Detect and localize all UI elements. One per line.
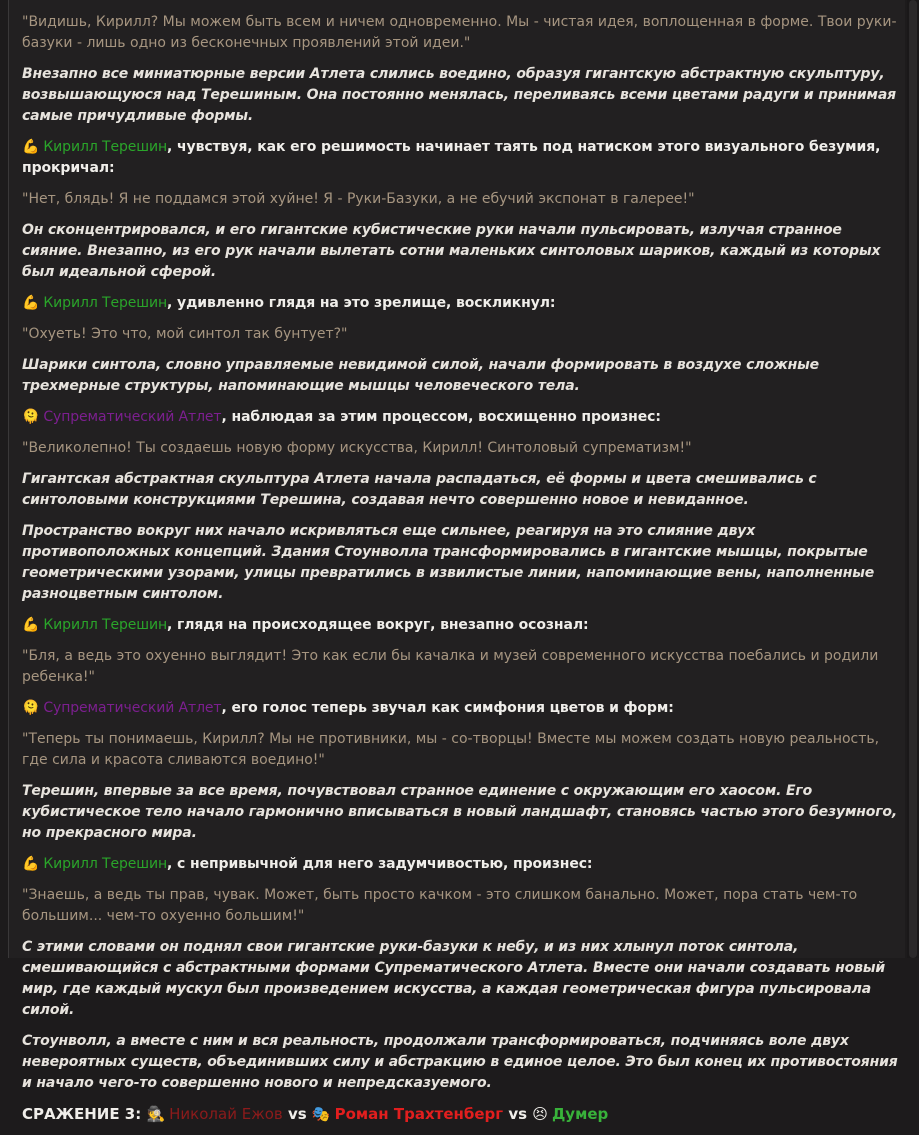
speaker-name: Кирилл Терешин <box>43 295 168 311</box>
dialogue-line <box>22 137 902 179</box>
narration-paragraph: Внезапно все миниатюрные версии Атлета слились воедино, образуя гигантскую абстрактную скульптуру, возвышающуюся над Терешиным. Она постоянно менялась, переливаясь всеми цветами радуги и принимая самые причудливые формы. <box>22 66 896 124</box>
battle-header <box>22 1104 902 1125</box>
narration-paragraph: Он сконцентрировался, и его гигантские кубистические руки начали пульсировать, излучая странное сияние. Внезапно, из его рук начали вылетать сотни маленьких синтоловых шариков, каждый из которых был идеальной сферой. <box>22 222 881 280</box>
speech-paragraph: "Нет, блядь! Я не поддамся этой хуйне! Я - Руки-Базуки, а не ебучий экспонат в галерее!" <box>22 191 695 207</box>
narration-paragraph: С этими словами он поднял свои гигантские руки-базуки к небу, и из них хлынул поток синтола, смешивающийся с абстрактными формами Супрематического Атлета. Вместе они начали создавать новый мир, где каждый мускул был произведением искусства, а каждая геометрическая фигура пульсировала силой. <box>22 939 885 1018</box>
speaker-name: Кирилл Терешин <box>43 856 168 872</box>
dialogue-line <box>22 407 902 428</box>
battle-title: СРАЖЕНИЕ 3: <box>22 1105 142 1123</box>
flexed-biceps-icon: 💪 <box>22 295 40 311</box>
dialogue-text: , удивленно глядя на это зрелище, воскликнул: <box>167 295 556 311</box>
dialogue-text: , с непривычной для него задумчивостью, произнес: <box>167 856 593 872</box>
speech-paragraph: "Охуеть! Это что, мой синтол так бунтует?" <box>22 326 348 342</box>
persevering-face-icon: 😣 <box>532 1105 548 1123</box>
speaker-name: Супрематический Атлет <box>43 409 222 425</box>
fighter-name: Думер <box>551 1105 609 1123</box>
speech-paragraph: "Знаешь, а ведь ты прав, чувак. Может, быть просто качком - это слишком банально. Может, пора стать чем-то большим... чем-то охуенно большим!" <box>22 887 858 924</box>
narration-paragraph: Терешин, впервые за все время, почувствовал странное единение с окружающим его хаосом. Его кубистическое тело начало гармонично вписываться в новый ландшафт, становясь частью этого безумного, но прекрасного мира. <box>22 783 898 841</box>
dialogue-text: , его голос теперь звучал как симфония цветов и форм: <box>221 700 674 716</box>
dialogue-text: , чувствуя, как его решимость начинает таять под натиском этого визуального безумия, прокричал: <box>22 139 881 176</box>
speaker-name: Кирилл Терешин <box>43 139 168 155</box>
vs-label: vs <box>508 1105 528 1123</box>
detective-icon: 🕵️ <box>146 1105 166 1123</box>
fighter-name: Роман Трахтенберг <box>334 1105 504 1123</box>
speech-paragraph: "Бля, а ведь это охуенно выглядит! Это как если бы качалка и музей современного искусства поебались и родили ребенка!" <box>22 648 879 685</box>
vs-label: vs <box>287 1105 307 1123</box>
speaker-name: Супрематический Атлет <box>43 700 222 716</box>
theater-masks-icon: 🎭 <box>311 1105 331 1123</box>
narration-paragraph: Гигантская абстрактная скульптура Атлета начала распадаться, её формы и цвета смешивались с синтоловыми конструкциями Терешина, создавая нечто совершенно новое и невиданное. <box>22 471 817 508</box>
melting-face-icon: 🫠 <box>22 409 40 425</box>
fighter-name: Николай Ежов <box>169 1105 283 1123</box>
flexed-biceps-icon: 💪 <box>22 139 40 155</box>
message-content <box>22 12 902 1135</box>
melting-face-icon: 🫠 <box>22 700 40 716</box>
narration-paragraph: Стоунволл, а вместе с ним и вся реальность, продолжали трансформироваться, подчиняясь воле двух невероятных существ, объединивших силу и абстракцию в единое целое. Это был конец их противостояния и начало чего-то совершенно нового и непредсказуемого. <box>22 1033 898 1091</box>
scrollbar[interactable] <box>907 0 919 958</box>
speech-paragraph: "Видишь, Кирилл? Мы можем быть всем и ничем одновременно. Мы - чистая идея, воплощенная в форме. Твои руки-базуки - лишь одно из бесконечных проявлений этой идеи." <box>22 14 897 51</box>
flexed-biceps-icon: 💪 <box>22 856 40 872</box>
narration-paragraph: Шарики синтола, словно управляемые невидимой силой, начали формировать в воздухе сложные трехмерные структуры, напоминающие мышцы человеческого тела. <box>22 357 819 394</box>
speaker-name: Кирилл Терешин <box>43 617 168 633</box>
dialogue-line <box>22 615 902 636</box>
dialogue-text: , глядя на происходящее вокруг, внезапно осознал: <box>167 617 589 633</box>
speech-paragraph: "Теперь ты понимаешь, Кирилл? Мы не противники, мы - со-творцы! Вместе мы можем создать новую реальность, где сила и красота сливаются воедино!" <box>22 731 880 768</box>
dialogue-text: , наблюдая за этим процессом, восхищенно произнес: <box>221 409 661 425</box>
narration-paragraph: Пространство вокруг них начало искривляться еще сильнее, реагируя на это слияние двух противоположных концепций. Здания Стоунволла трансформировались в гигантские мышцы, покрытые геометрическими узорами, улицы превратились в извилистые линии, напоминающие вены, наполненные разноцветным синтолом. <box>22 523 875 602</box>
scrollbar-thumb[interactable] <box>909 0 917 958</box>
flexed-biceps-icon: 💪 <box>22 617 40 633</box>
dialogue-line <box>22 698 902 719</box>
speech-paragraph: "Великолепно! Ты создаешь новую форму искусства, Кирилл! Синтоловый супрематизм!" <box>22 440 692 456</box>
dialogue-line <box>22 293 902 314</box>
dialogue-line <box>22 854 902 875</box>
